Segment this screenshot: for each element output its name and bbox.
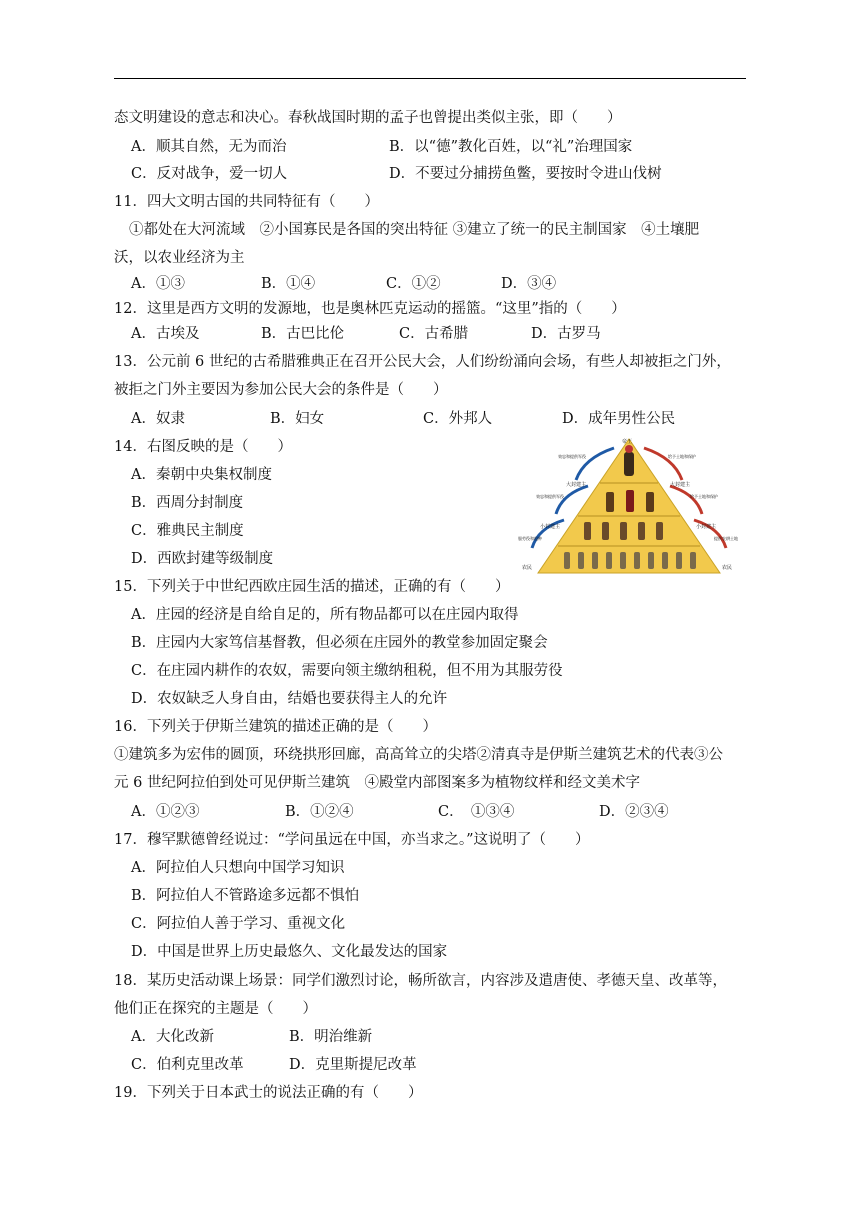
q17-option-d: D．中国是世界上历史最悠久、文化最发达的国家 — [131, 944, 448, 960]
q13-option-c: C．外邦人 — [423, 411, 493, 427]
q18-option-c: C．伯利克里改革 — [131, 1057, 244, 1073]
q15-option-d: D．农奴缺乏人身自由，结婚也要获得主人的允许 — [131, 691, 448, 707]
q13-option-a: A．奴隶 — [131, 411, 185, 427]
q16-statements-line1: ①建筑多为宏伟的圆顶，环绕拱形回廊，高高耸立的尖塔②清真寺是伊斯兰建筑艺术的代表③公 — [114, 747, 723, 763]
crown-icon — [625, 445, 633, 453]
pyramid-arrow-label-l2: 效忠和提供军役 — [536, 494, 564, 499]
pyramid-arrow-label-r1: 给予土地和保护 — [668, 454, 696, 459]
q16-option-b: B．①②④ — [285, 804, 354, 820]
q11-stem: 11．四大文明古国的共同特征有（ ） — [114, 194, 379, 210]
q18-stem-line1: 18．某历史活动课上场景：同学们激烈讨论，畅所欲言，内容涉及遣唐使、孝德天皇、改革等， — [114, 973, 727, 989]
pyramid-label-lesser-lord-right: 小封建主 — [696, 524, 717, 530]
great-lords-figures-icon — [606, 490, 654, 512]
q14-option-b: B．西周分封制度 — [131, 495, 244, 511]
q10-option-a: A．顺其自然，无为而治 — [131, 139, 287, 155]
q11-statements-line2: 沃，以农业经济为主 — [114, 250, 245, 266]
q16-stem: 16．下列关于伊斯兰建筑的描述正确的是（ ） — [114, 719, 437, 735]
pyramid-arrow-label-r2: 给予土地和保护 — [690, 494, 718, 499]
q10-option-c: C．反对战争，爱一切人 — [131, 166, 288, 182]
q19-stem: 19．下列关于日本武士的说法正确的有（ ） — [114, 1085, 423, 1101]
q10-stem-continuation: 态文明建设的意志和决心。春秋战国时期的孟子也曾提出类似主张，即（ ） — [114, 110, 622, 126]
q18-stem-line2: 他们正在探究的主题是（ ） — [114, 1001, 317, 1017]
pyramid-label-great-lord-right: 大封建主 — [670, 482, 691, 488]
q17-option-c: C．阿拉伯人善于学习、重视文化 — [131, 916, 346, 932]
pyramid-label-great-lord-left: 大封建主 — [566, 482, 587, 488]
feudal-hierarchy-pyramid-figure — [518, 436, 740, 578]
q12-option-d: D．古罗马 — [531, 326, 601, 342]
q18-option-b: B．明治维新 — [289, 1029, 373, 1045]
q16-statements-line2: 元 6 世纪阿拉伯到处可见伊斯兰建筑 ④殿堂内部图案多为植物纹样和经文美术字 — [114, 775, 640, 791]
pyramid-label-lesser-lord-left: 小封建主 — [540, 524, 561, 530]
q18-option-a: A．大化改新 — [131, 1029, 214, 1045]
q17-option-b: B．阿拉伯人不管路途多远都不惧怕 — [131, 888, 360, 904]
pyramid-arrow-label-r3: 提供农耕土地 — [714, 536, 738, 541]
q18-option-d: D．克里斯提尼改革 — [289, 1057, 417, 1073]
king-figure-icon — [624, 452, 634, 476]
q17-option-a: A．阿拉伯人只想向中国学习知识 — [131, 860, 345, 876]
q14-stem: 14．右图反映的是（ ） — [114, 439, 292, 455]
q12-option-b: B．古巴比伦 — [261, 326, 345, 342]
pyramid-label-king: 帝王 — [622, 439, 633, 445]
header-rule — [114, 78, 746, 79]
q11-statements-line1: ①都处在大河流域 ②小国寡民是各国的突出特征 ③建立了统一的民主制国家 ④土壤肥 — [129, 222, 700, 238]
q10-option-b: B．以“德”教化百姓，以“礼”治理国家 — [389, 139, 633, 155]
q16-option-a: A．①②③ — [131, 804, 200, 820]
q14-option-c: C．雅典民主制度 — [131, 523, 244, 539]
q15-option-c: C．在庄园内耕作的农奴，需要向领主缴纳租税，但不用为其服劳役 — [131, 663, 563, 679]
q13-stem-line1: 13．公元前 6 世纪的古希腊雅典正在召开公民大会，人们纷纷涌向会场，有些人却被拒之门外， — [114, 354, 731, 370]
q10-option-d: D．不要过分捕捞鱼鳖，要按时令进山伐树 — [389, 166, 662, 182]
q13-stem-line2: 被拒之门外主要因为参加公民大会的条件是（ ） — [114, 382, 448, 398]
q15-stem: 15．下列关于中世纪西欧庄园生活的描述，正确的有（ ） — [114, 579, 510, 595]
q15-option-a: A．庄园的经济是自给自足的，所有物品都可以在庄园内取得 — [131, 607, 519, 623]
q14-option-a: A．秦朝中央集权制度 — [131, 467, 272, 483]
q11-option-a: A．①③ — [131, 276, 185, 292]
pyramid-arrow-label-l3: 服劳役和租种 — [518, 536, 542, 541]
q11-option-d: D．③④ — [501, 276, 557, 292]
q12-option-c: C．古希腊 — [399, 326, 469, 342]
q16-option-d: D．②③④ — [599, 804, 669, 820]
q12-stem: 12．这里是西方文明的发源地，也是奥林匹克运动的摇篮。“这里”指的（ ） — [114, 301, 626, 317]
pyramid-label-peasant-right: 农民 — [722, 565, 733, 571]
pyramid-arrow-label-l1: 效忠和提供军役 — [558, 454, 586, 459]
q14-option-d: D．西欧封建等级制度 — [131, 551, 274, 567]
pyramid-label-peasant-left: 农民 — [522, 565, 533, 571]
q12-option-a: A．古埃及 — [131, 326, 200, 342]
q11-option-b: B．①④ — [261, 276, 316, 292]
q15-option-b: B．庄园内大家笃信基督教，但必须在庄园外的教堂参加固定聚会 — [131, 635, 548, 651]
q13-option-b: B．妇女 — [270, 411, 325, 427]
q13-option-d: D．成年男性公民 — [562, 411, 676, 427]
q11-option-c: C．①② — [386, 276, 441, 292]
q17-stem: 17．穆罕默德曾经说过：“学问虽远在中国，亦当求之。”这说明了（ ） — [114, 832, 590, 848]
q16-option-c: C． ①③④ — [438, 804, 515, 820]
